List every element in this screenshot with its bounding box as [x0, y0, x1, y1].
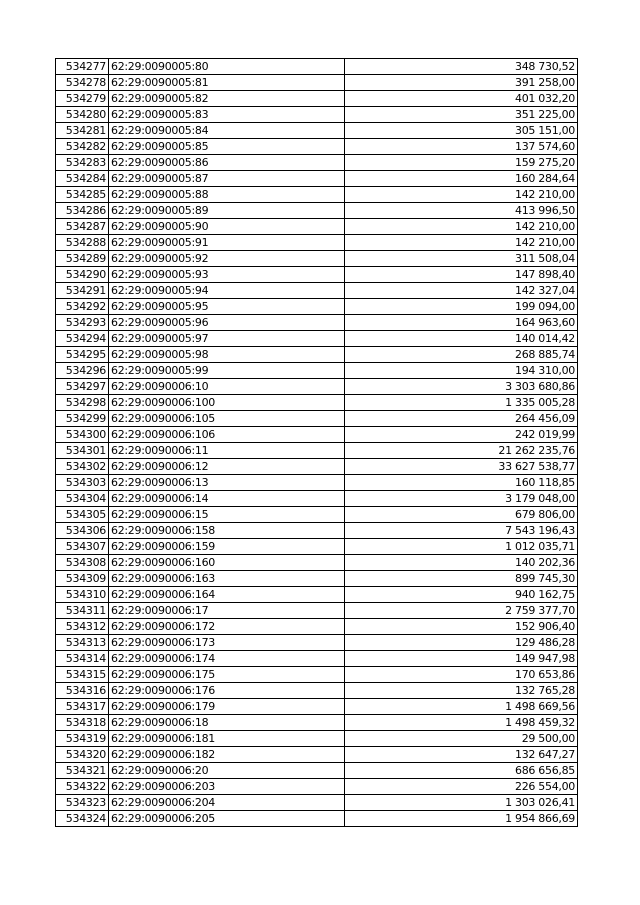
cadastral-value-cell: 226 554,00	[345, 779, 578, 795]
row-id-cell: 534284	[56, 171, 109, 187]
cadastral-number-cell: 62:29:0090006:176	[109, 683, 345, 699]
cadastral-value-cell: 142 327,04	[345, 283, 578, 299]
cadastral-value-cell: 152 906,40	[345, 619, 578, 635]
cadastral-value-cell: 21 262 235,76	[345, 443, 578, 459]
row-id-cell: 534314	[56, 651, 109, 667]
cadastral-number-cell: 62:29:0090006:10	[109, 379, 345, 395]
cadastral-number-cell: 62:29:0090005:86	[109, 155, 345, 171]
table-row	[56, 523, 578, 539]
cadastral-number-cell: 62:29:0090006:15	[109, 507, 345, 523]
cadastral-number-cell: 62:29:0090005:95	[109, 299, 345, 315]
row-id-cell: 534285	[56, 187, 109, 203]
row-id-cell: 534287	[56, 219, 109, 235]
cadastral-value-cell: 1 498 669,56	[345, 699, 578, 715]
row-id-cell: 534306	[56, 523, 109, 539]
cadastral-number-cell: 62:29:0090005:94	[109, 283, 345, 299]
table-row	[56, 363, 578, 379]
cadastral-value-cell: 2 759 377,70	[345, 603, 578, 619]
cadastral-value-cell: 142 210,00	[345, 219, 578, 235]
table-row	[56, 91, 578, 107]
cadastral-number-cell: 62:29:0090005:90	[109, 219, 345, 235]
cadastral-number-cell: 62:29:0090006:20	[109, 763, 345, 779]
table-row	[56, 811, 578, 827]
row-id-cell: 534291	[56, 283, 109, 299]
row-id-cell: 534301	[56, 443, 109, 459]
cadastral-value-cell: 160 118,85	[345, 475, 578, 491]
cadastral-value-cell: 1 012 035,71	[345, 539, 578, 555]
cadastral-value-cell: 413 996,50	[345, 203, 578, 219]
cadastral-number-cell: 62:29:0090005:99	[109, 363, 345, 379]
table-row	[56, 379, 578, 395]
table-row	[56, 59, 578, 75]
row-id-cell: 534296	[56, 363, 109, 379]
table-row	[56, 171, 578, 187]
cadastral-value-cell: 899 745,30	[345, 571, 578, 587]
row-id-cell: 534298	[56, 395, 109, 411]
cadastral-number-cell: 62:29:0090005:80	[109, 59, 345, 75]
row-id-cell: 534321	[56, 763, 109, 779]
cadastral-value-cell: 305 151,00	[345, 123, 578, 139]
table-row	[56, 219, 578, 235]
cadastral-value-cell: 29 500,00	[345, 731, 578, 747]
cadastral-number-cell: 62:29:0090005:88	[109, 187, 345, 203]
cadastral-value-cell: 147 898,40	[345, 267, 578, 283]
cadastral-value-cell: 1 335 005,28	[345, 395, 578, 411]
row-id-cell: 534299	[56, 411, 109, 427]
cadastral-value-cell: 129 486,28	[345, 635, 578, 651]
cadastral-value-cell: 1 954 866,69	[345, 811, 578, 827]
cadastral-number-cell: 62:29:0090006:105	[109, 411, 345, 427]
table-row	[56, 619, 578, 635]
cadastral-number-cell: 62:29:0090005:93	[109, 267, 345, 283]
cadastral-value-cell: 132 647,27	[345, 747, 578, 763]
cadastral-value-cell: 159 275,20	[345, 155, 578, 171]
row-id-cell: 534319	[56, 731, 109, 747]
cadastral-value-cell: 311 508,04	[345, 251, 578, 267]
cadastral-number-cell: 62:29:0090006:18	[109, 715, 345, 731]
cadastral-number-cell: 62:29:0090006:203	[109, 779, 345, 795]
cadastral-value-cell: 1 303 026,41	[345, 795, 578, 811]
row-id-cell: 534279	[56, 91, 109, 107]
table-row	[56, 235, 578, 251]
row-id-cell: 534322	[56, 779, 109, 795]
table-row	[56, 443, 578, 459]
cadastral-value-cell: 199 094,00	[345, 299, 578, 315]
cadastral-number-cell: 62:29:0090005:98	[109, 347, 345, 363]
cadastral-number-cell: 62:29:0090006:12	[109, 459, 345, 475]
cadastral-value-table	[55, 58, 578, 827]
row-id-cell: 534309	[56, 571, 109, 587]
row-id-cell: 534315	[56, 667, 109, 683]
table-row	[56, 587, 578, 603]
row-id-cell: 534307	[56, 539, 109, 555]
cadastral-value-cell: 3 179 048,00	[345, 491, 578, 507]
table-row	[56, 155, 578, 171]
cadastral-value-cell: 242 019,99	[345, 427, 578, 443]
table-row	[56, 747, 578, 763]
row-id-cell: 534289	[56, 251, 109, 267]
cadastral-number-cell: 62:29:0090006:172	[109, 619, 345, 635]
row-id-cell: 534311	[56, 603, 109, 619]
cadastral-number-cell: 62:29:0090006:158	[109, 523, 345, 539]
cadastral-number-cell: 62:29:0090006:182	[109, 747, 345, 763]
cadastral-number-cell: 62:29:0090006:160	[109, 555, 345, 571]
cadastral-value-cell: 3 303 680,86	[345, 379, 578, 395]
cadastral-number-cell: 62:29:0090006:13	[109, 475, 345, 491]
table-row	[56, 187, 578, 203]
cadastral-value-cell: 142 210,00	[345, 235, 578, 251]
cadastral-value-cell: 142 210,00	[345, 187, 578, 203]
cadastral-number-cell: 62:29:0090006:175	[109, 667, 345, 683]
cadastral-number-cell: 62:29:0090006:179	[109, 699, 345, 715]
table-row	[56, 459, 578, 475]
cadastral-number-cell: 62:29:0090006:14	[109, 491, 345, 507]
cadastral-value-cell: 33 627 538,77	[345, 459, 578, 475]
cadastral-number-cell: 62:29:0090006:181	[109, 731, 345, 747]
table-row	[56, 507, 578, 523]
table-row	[56, 203, 578, 219]
row-id-cell: 534293	[56, 315, 109, 331]
cadastral-value-cell: 401 032,20	[345, 91, 578, 107]
table-row	[56, 731, 578, 747]
row-id-cell: 534304	[56, 491, 109, 507]
row-id-cell: 534286	[56, 203, 109, 219]
cadastral-number-cell: 62:29:0090006:164	[109, 587, 345, 603]
table-row	[56, 299, 578, 315]
row-id-cell: 534308	[56, 555, 109, 571]
table-row	[56, 635, 578, 651]
row-id-cell: 534310	[56, 587, 109, 603]
table-row	[56, 331, 578, 347]
cadastral-number-cell: 62:29:0090005:89	[109, 203, 345, 219]
cadastral-number-cell: 62:29:0090005:82	[109, 91, 345, 107]
cadastral-number-cell: 62:29:0090006:174	[109, 651, 345, 667]
cadastral-value-cell: 194 310,00	[345, 363, 578, 379]
table-row	[56, 395, 578, 411]
cadastral-number-cell: 62:29:0090006:17	[109, 603, 345, 619]
cadastral-value-cell: 940 162,75	[345, 587, 578, 603]
cadastral-number-cell: 62:29:0090006:159	[109, 539, 345, 555]
table-row	[56, 427, 578, 443]
row-id-cell: 534280	[56, 107, 109, 123]
table-row	[56, 251, 578, 267]
cadastral-value-cell: 170 653,86	[345, 667, 578, 683]
table-row	[56, 475, 578, 491]
table-row	[56, 539, 578, 555]
table-row	[56, 779, 578, 795]
cadastral-number-cell: 62:29:0090005:91	[109, 235, 345, 251]
cadastral-number-cell: 62:29:0090006:173	[109, 635, 345, 651]
row-id-cell: 534300	[56, 427, 109, 443]
table-row	[56, 283, 578, 299]
table-row	[56, 107, 578, 123]
row-id-cell: 534297	[56, 379, 109, 395]
cadastral-value-cell: 351 225,00	[345, 107, 578, 123]
row-id-cell: 534320	[56, 747, 109, 763]
cadastral-number-cell: 62:29:0090005:92	[109, 251, 345, 267]
row-id-cell: 534302	[56, 459, 109, 475]
row-id-cell: 534283	[56, 155, 109, 171]
row-id-cell: 534305	[56, 507, 109, 523]
row-id-cell: 534288	[56, 235, 109, 251]
cadastral-value-cell: 140 014,42	[345, 331, 578, 347]
table-row	[56, 347, 578, 363]
cadastral-number-cell: 62:29:0090005:85	[109, 139, 345, 155]
row-id-cell: 534317	[56, 699, 109, 715]
cadastral-number-cell: 62:29:0090005:84	[109, 123, 345, 139]
table-row	[56, 491, 578, 507]
table-row	[56, 651, 578, 667]
table-row	[56, 315, 578, 331]
cadastral-value-cell: 686 656,85	[345, 763, 578, 779]
table-row	[56, 571, 578, 587]
cadastral-value-cell: 7 543 196,43	[345, 523, 578, 539]
cadastral-value-cell: 137 574,60	[345, 139, 578, 155]
table-row	[56, 555, 578, 571]
row-id-cell: 534323	[56, 795, 109, 811]
cadastral-number-cell: 62:29:0090005:97	[109, 331, 345, 347]
row-id-cell: 534294	[56, 331, 109, 347]
row-id-cell: 534324	[56, 811, 109, 827]
cadastral-value-cell: 679 806,00	[345, 507, 578, 523]
table-row	[56, 267, 578, 283]
table-row	[56, 683, 578, 699]
cadastral-value-cell: 348 730,52	[345, 59, 578, 75]
cadastral-number-cell: 62:29:0090006:204	[109, 795, 345, 811]
table-row	[56, 139, 578, 155]
cadastral-value-cell: 160 284,64	[345, 171, 578, 187]
cadastral-value-cell: 164 963,60	[345, 315, 578, 331]
cadastral-value-cell: 268 885,74	[345, 347, 578, 363]
cadastral-number-cell: 62:29:0090005:83	[109, 107, 345, 123]
cadastral-value-cell: 264 456,09	[345, 411, 578, 427]
row-id-cell: 534292	[56, 299, 109, 315]
table-row	[56, 603, 578, 619]
cadastral-number-cell: 62:29:0090006:100	[109, 395, 345, 411]
table-row	[56, 763, 578, 779]
table-row	[56, 715, 578, 731]
cadastral-value-cell: 1 498 459,32	[345, 715, 578, 731]
row-id-cell: 534281	[56, 123, 109, 139]
cadastral-number-cell: 62:29:0090005:87	[109, 171, 345, 187]
table-row	[56, 75, 578, 91]
cadastral-value-cell: 140 202,36	[345, 555, 578, 571]
cadastral-value-cell: 132 765,28	[345, 683, 578, 699]
table-row	[56, 667, 578, 683]
cadastral-number-cell: 62:29:0090006:106	[109, 427, 345, 443]
row-id-cell: 534295	[56, 347, 109, 363]
table-body	[56, 59, 578, 827]
cadastral-number-cell: 62:29:0090006:205	[109, 811, 345, 827]
table-row	[56, 795, 578, 811]
table-row	[56, 699, 578, 715]
table-row	[56, 411, 578, 427]
row-id-cell: 534303	[56, 475, 109, 491]
row-id-cell: 534318	[56, 715, 109, 731]
cadastral-number-cell: 62:29:0090005:96	[109, 315, 345, 331]
cadastral-number-cell: 62:29:0090005:81	[109, 75, 345, 91]
row-id-cell: 534316	[56, 683, 109, 699]
row-id-cell: 534312	[56, 619, 109, 635]
cadastral-number-cell: 62:29:0090006:163	[109, 571, 345, 587]
cadastral-value-cell: 149 947,98	[345, 651, 578, 667]
row-id-cell: 534313	[56, 635, 109, 651]
table-row	[56, 123, 578, 139]
cadastral-number-cell: 62:29:0090006:11	[109, 443, 345, 459]
row-id-cell: 534290	[56, 267, 109, 283]
row-id-cell: 534277	[56, 59, 109, 75]
row-id-cell: 534278	[56, 75, 109, 91]
row-id-cell: 534282	[56, 139, 109, 155]
cadastral-value-cell: 391 258,00	[345, 75, 578, 91]
